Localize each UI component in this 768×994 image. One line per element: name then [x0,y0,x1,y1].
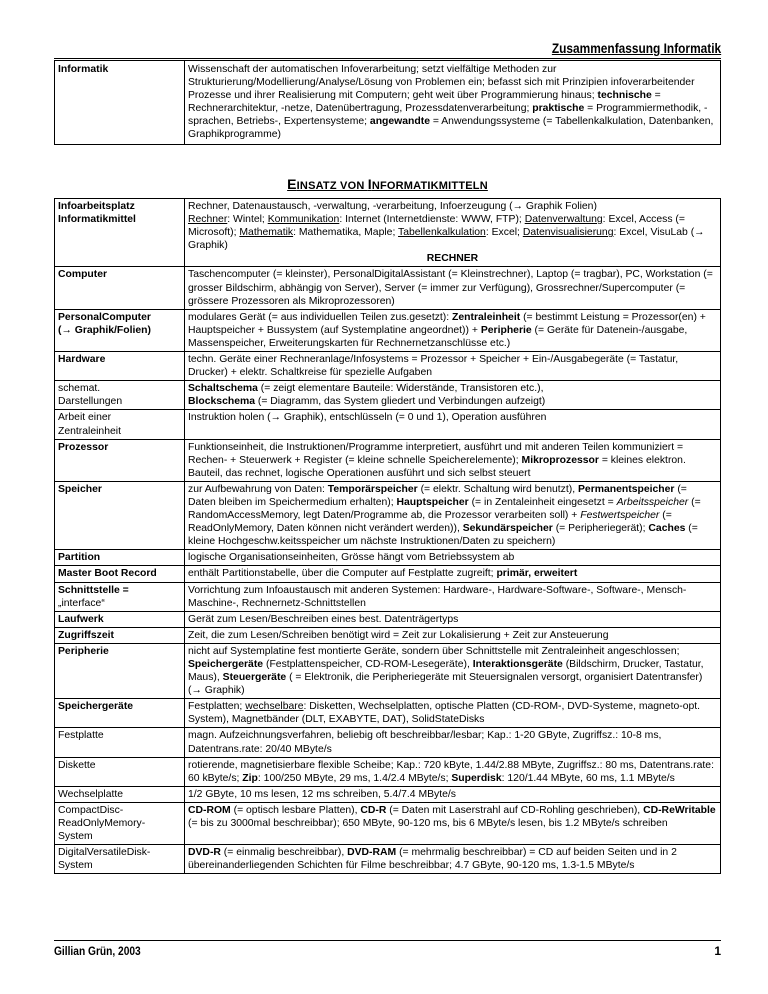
footer-divider [54,940,721,941]
title-part: NFORMATIKMITTELN [371,180,488,192]
text: (= Daten bleiben im Speichermedium erhalten); [188,483,687,508]
definition-partition: logische Organisationseinheiten, Grösse hängt vom Betriebssystem ab [185,550,721,566]
definition-hardware: techn. Geräte einer Rechneranlage/Infosystems = Prozessor + Speicher + Ein-/Ausgabegeräte (= Tastatur, Drucker) + elektr. Schaltkreise für spezielle Aufgaben [185,352,721,381]
bold-text: DVD-R [188,847,221,859]
term-schemat-darstellungen [55,381,185,410]
table-row [55,550,721,566]
bold-text: Permanentspeicher [577,483,675,495]
term-line: schemat. [58,383,101,395]
table-row [55,439,721,481]
term-line: PersonalComputer [58,311,151,323]
italic-text: Festwertspeicher [580,510,660,522]
page-header-title: Zusammenfassung Informatik [551,40,721,56]
text: = kleines elektron. Bauteil, das rechnet, logische Operationen ausführt und sich selbst steuert [188,454,686,479]
bold-text: Zentraleinheit [452,311,521,323]
table-row [55,352,721,381]
term-line: Informatikmittel [58,214,136,226]
definition-dvd-system [185,845,721,874]
text: (= in Zentaleinheit eingesetzt = [471,496,614,508]
table-row [55,611,721,627]
underlined-text: Tabellenkalkulation [398,227,486,239]
italic-text: Arbeitsspeicher [616,496,689,508]
term-line: „interface“ [58,597,105,609]
text: : 120/1.44 MByte, 60 ms, 1.1 MByte/s [501,772,675,784]
definition-computer: Taschencomputer (= kleinster), PersonalDigitalAssistant (= Kleinstrechner), Laptop (= tragbar), PC, Workstation (= grosser Bildschirm, abhängig von Server), Server (= immer zur Verfügung), Grossrechner/Supercomputer (= grössere Prozessoren als Mikroprozessoren) [185,267,721,309]
term-zugriffszeit: Zugriffszeit [55,627,185,643]
text: (= zeigt elementare Bauteile: Widerstände, Transistoren etc.), [260,383,544,395]
term-line: CompactDisc- [58,804,124,816]
text: : Excel; [485,227,520,239]
table-row [55,381,721,410]
table-row [55,786,721,802]
text: zur Aufbewahrung von Daten: [188,483,325,495]
title-initial: E [287,176,297,192]
definition-speichergeraete [185,699,721,728]
bold-text: Temporärspeicher [327,483,418,495]
bold-text: Caches [648,523,686,535]
table-row [55,582,721,611]
text: (= mehrmalig beschreibbar) = CD auf beiden Seiten und in 2 übereinanderliegenden Schichten für Filme beschreibbar; 4.7 GByte, 90-120 ms, 1.3-1.5 MByte/s [188,847,677,872]
text: = Rechnerarchitektur, -netze, Datenübertragung, Prozessdatenverarbeitung; [188,90,661,115]
text: Funktionseinheit, die Instruktionen/Programme interpretiert, ausführt und mit anderen Teilen kommuniziert = Rechen- + Steuerwerk + Register (= kleine schnelle Speicherelemente); [188,441,684,466]
term-wechselplatte: Wechselplatte [55,786,185,802]
term-line: (→ Graphik/Folien) [58,324,151,336]
text: : 100/250 MByte, 29 ms, 1.4/2.4 MByte/s; [257,772,449,784]
text: (= bestimmt Leistung = Prozessor(en) + Hauptspeicher + Bussystem (auf Systemplatine angeordnet)) + [188,311,706,336]
term-personalcomputer [55,309,185,351]
table-row [55,627,721,643]
text: (= Geräte für Datenein-/ausgabe, Massenspeicher, Erweiterungskarten für Rechnernetzanschlüsse etc.) [188,324,688,349]
table-row [55,699,721,728]
term-line: System [58,860,93,872]
intro-table [54,60,721,145]
table-row [55,267,721,309]
title-initial: I [367,176,372,192]
definition-laufwerk: Gerät zum Lesen/Beschreiben eines best. Datenträgertyps [185,611,721,627]
definition-diskette [185,757,721,786]
text: (= RandomAccessMemory, legt Daten/Programme ab, die Prozessor verarbeiten soll) + [188,496,701,522]
bold-text: praktische [532,103,585,115]
bold-text: primär [496,568,529,580]
text: (= kleine Hochgeschw.keitsspeicher um nächste Instruktionen/Daten zu speichern) [188,523,698,548]
term-laufwerk: Laufwerk [55,611,185,627]
term-line: Schnittstelle = [58,584,129,596]
text: (= Diagramm, das System gliedert und Verbindungen aufzeigt) [257,396,546,408]
title-part: INSATZ VON [296,180,368,192]
text: Rechner, Datenaustausch, -verwaltung, -verarbeitung, Infoerzeugung (→ Graphik Folien) [188,201,597,212]
bold-text: Mikroprozessor [521,454,599,466]
term-festplatte: Festplatte [55,728,185,757]
header-divider [54,58,721,59]
term-infoarbeitsplatz [55,199,185,267]
bold-text: Zip [242,772,258,784]
definition-informatik [185,61,721,145]
table-row [55,566,721,582]
table-row [55,845,721,874]
definition-wechselplatte: 1/2 GByte, 10 ms lesen, 12 ms schreiben, 5.4/7.4 MByte/s [185,786,721,802]
table-row [55,802,721,844]
table-row [55,309,721,351]
term-schnittstelle [55,582,185,611]
definition-master-boot-record: enthält Partitionstabelle, über die Computer auf Festplatte zugreift; primär, erweitert [185,566,721,582]
bold-text: DVD-RAM [347,847,397,859]
text: modulares Gerät (= aus individuellen Teilen zus.gesetzt): [188,311,450,323]
term-informatik: Informatik [55,61,185,145]
text: : Excel, VisuLab (→ Graphik) [188,227,705,252]
table-row [55,757,721,786]
term-line: Zentraleinheit [58,425,121,437]
text: (= Peripheriegerät); [555,523,646,535]
term-line: Arbeit einer [58,412,112,424]
term-prozessor: Prozessor [55,439,185,481]
definition-infoarbeitsplatz [185,199,721,267]
text: : Internet (Internetdienste: WWW, FTP); [339,214,522,226]
term-line: ReadOnlyMemory- [58,818,146,830]
text: Festplatten; [188,701,243,713]
bold-text: CD-R [360,804,387,816]
underlined-text: Datenvisualisierung [522,227,614,239]
text: enthält Partitionstabelle, über die Computer auf Festplatte zugreift; [188,568,494,580]
table-row [55,481,721,549]
text: rotierende, magnetisierbare flexible Scheibe; Kap.: 720 kByte, 1.44/2.88 MByte, Zugriffsz.: 80 ms, Datentrans.rate: 60 kByte/s; [188,759,714,784]
underlined-text: wechselbare [245,701,304,713]
text: (Festplattenspeicher, CD-ROM-Lesegeräte), [265,659,470,670]
definition-prozessor [185,439,721,481]
definition-schemat-darstellungen [185,381,721,410]
table-row [55,728,721,757]
text: (Bildschirm, Drucker, Tastatur, Maus), [188,659,704,684]
underlined-text: Mathematik [239,227,294,239]
bold-text: technische [597,90,652,102]
underlined-text: Kommunikation [267,214,340,226]
text: : Wintel; [227,214,265,226]
bold-text: Schaltschema [188,383,258,395]
bold-text: Hauptspeicher [396,496,469,508]
definition-festplatte: magn. Aufzeichnungsverfahren, beliebig oft beschreibbar/lesbar; Kap.: 1-20 GByte, Zugriffsz.: 10-8 ms, Datentrans.rate: 20/40 MByte/s [185,728,721,757]
table-row [55,61,721,145]
term-arbeit-zentraleinheit [55,410,185,439]
bold-text: CD-ReWritable [643,804,716,816]
bold-text: Peripherie [480,324,532,336]
page-number: 1 [714,944,721,958]
term-hardware: Hardware [55,352,185,381]
text: (= Daten mit Laserstrahl auf CD-Rohling geschrieben), [389,804,641,816]
text: ( = Elektronik, die Peripheriegeräte mit Steuersignalen versorgt, organisiert Datentransfer) (→ Graphik) [188,672,703,697]
term-computer: Computer [55,267,185,309]
definition-arbeit-zentraleinheit: Instruktion holen (→ Graphik), entschlüsseln (= 0 und 1), Operation ausführen [185,410,721,439]
text: (= einmalig beschreibbar), [223,847,345,859]
text: : Mathematika, Maple; [293,227,396,239]
text: : Excel, Access (= Microsoft); [188,214,685,239]
bold-text: Interaktionsgeräte [472,659,563,670]
term-speicher: Speicher [55,481,185,549]
rechner-heading: RECHNER [426,253,479,265]
text: = Anwendungssysteme (= Tabellenkalkulation, Datenbanken, Graphikprogramme) [188,116,714,141]
underlined-text: Rechner [188,214,228,226]
text: (= optisch lesbare Platten), [233,804,358,816]
definition-peripherie [185,643,721,698]
term-peripherie: Peripherie [55,643,185,698]
bold-text: angewandte [369,116,430,128]
bold-text: Sekundärspeicher [462,523,553,535]
text: = Programmiermethodik, -sprachen, Betriebs-, Expertensysteme; [188,103,708,128]
definition-personalcomputer [185,309,721,351]
bold-text: erweitert [533,568,578,580]
bold-text: Superdisk [451,772,502,784]
term-diskette: Diskette [55,757,185,786]
term-line: Infoarbeitsplatz [58,201,135,212]
term-line: DigitalVersatileDisk- [58,847,151,859]
bold-text: Speichergeräte [188,659,264,670]
text: : Disketten, Wechselplatten, optische Platten (CD-ROM-, DVD-Systeme, magneto-opt. System), Magnetbänder (DLT, EXABYTE, DAT), SolidStateDisks [188,701,701,726]
text: nicht auf Systemplatine fest montierte Geräte, sondern über Schnittstelle mit Zentraleinheit angeschlossen; [188,645,680,657]
term-line: Darstellungen [58,396,123,408]
footer-author: Gillian Grün, 2003 [54,944,141,958]
term-dvd-system [55,845,185,874]
table-row [55,643,721,698]
bold-text: Blockschema [188,396,255,408]
text: Wissenschaft der automatischen Infoverarbeitung; setzt vielfältige Methoden zur Strukturierung/Modellierung/Analyse/Lösung von Problemen ein; befasst sich mit Prinzipien infoverarbeitender Prozesse und ihrer Realisierung mit Computern; geht weit über Programmierung hinaus; [188,64,695,102]
definition-speicher [185,481,721,549]
term-speichergeraete: Speichergeräte [55,699,185,728]
section-title [54,176,721,192]
table-row [55,410,721,439]
text: (= elektr. Schaltung wird benutzt), [420,483,576,495]
definition-zugriffszeit: Zeit, die zum Lesen/Schreiben benötigt wird = Zeit zur Lokalisierung + Zeit zur Ansteuerung [185,627,721,643]
text: (= bis zu 3000mal beschreibbar); 650 MByte, 90-120 ms, bis 6 MByte/s lesen, bis 1.2 MByte/s schreiben [188,818,668,830]
definition-schnittstelle: Vorrichtung zum Infoaustausch mit anderen Systemen: Hardware-, Hardware-Software-, Software-, Mensch-Maschine-, Rechnernetz-Schnittstellen [185,582,721,611]
term-master-boot-record: Master Boot Record [55,566,185,582]
underlined-text: Datenverwaltung [524,214,603,226]
text: (= ReadOnlyMemory, Daten können nicht verändert werden)), [188,510,672,535]
main-table [54,198,721,874]
term-line: System [58,831,93,843]
term-partition: Partition [55,550,185,566]
bold-text: Steuergeräte [222,672,287,684]
term-cd-rom-system [55,802,185,844]
bold-text: CD-ROM [188,804,231,816]
definition-cd-rom-system [185,802,721,844]
text [188,213,717,252]
table-row [55,199,721,267]
